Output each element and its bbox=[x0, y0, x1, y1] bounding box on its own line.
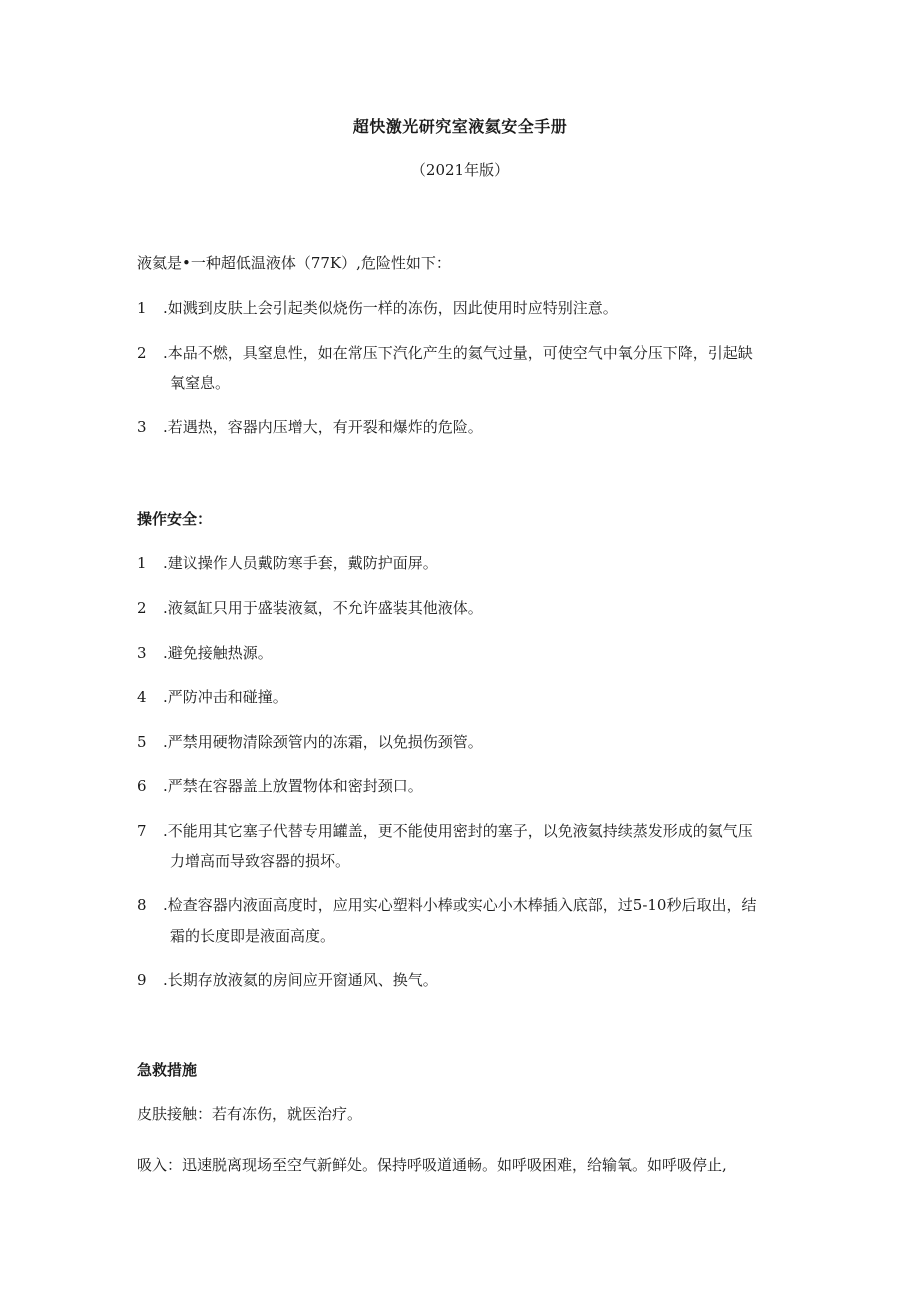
operation-item-5 bbox=[137, 731, 483, 752]
operation-item-2 bbox=[137, 597, 483, 618]
hazard-item-2 bbox=[137, 342, 753, 363]
item-number: 1 bbox=[137, 554, 147, 572]
operation-item-6 bbox=[137, 775, 423, 796]
item-text: .严禁在容器盖上放置物体和密封颈口。 bbox=[163, 777, 423, 795]
operation-item-8 bbox=[137, 894, 756, 915]
item-text: .长期存放液氦的房间应开窗通风、换气。 bbox=[163, 971, 438, 989]
item-text: .检查容器内液面高度时，应用实心塑料小棒或实心小木棒插入底部，过5-10秒后取出，结 bbox=[163, 896, 757, 914]
item-text: .如溅到皮肤上会引起类似烧伤一样的冻伤，因此使用时应特别注意。 bbox=[163, 299, 618, 317]
operation-item-3 bbox=[137, 642, 273, 663]
operation-item-1 bbox=[137, 552, 438, 573]
operation-item-7 bbox=[137, 820, 753, 841]
operation-item-8-continuation: 霜的长度即是液面高度。 bbox=[170, 927, 336, 945]
item-number: 4 bbox=[137, 688, 147, 706]
operation-item-9 bbox=[137, 969, 438, 990]
item-text: .建议操作人员戴防寒手套，戴防护面屏。 bbox=[163, 554, 438, 572]
item-number: 9 bbox=[137, 971, 147, 989]
document-title: 超快激光研究室液氦安全手册 bbox=[352, 117, 568, 136]
document-edition: （2021年版） bbox=[410, 161, 510, 179]
operation-item-4 bbox=[137, 686, 288, 707]
hazards-intro: 液氦是•一种超低温液体（77K）,危险性如下： bbox=[137, 254, 451, 272]
item-number: 3 bbox=[137, 418, 147, 436]
operation-heading: 操作安全： bbox=[137, 510, 213, 528]
first-aid-heading: 急救措施 bbox=[137, 1061, 198, 1079]
item-text: .本品不燃，具窒息性，如在常压下汽化产生的氦气过量，可使空气中氧分压下降，引起缺 bbox=[163, 344, 753, 362]
item-number: 2 bbox=[137, 599, 147, 617]
item-number: 5 bbox=[137, 733, 147, 751]
item-text: .避免接触热源。 bbox=[163, 644, 273, 662]
item-text: .液氦缸只用于盛装液氦，不允许盛装其他液体。 bbox=[163, 599, 483, 617]
item-text: .严防冲击和碰撞。 bbox=[163, 688, 288, 706]
first-aid-inhale: 吸入：迅速脱离现场至空气新鲜处。保持呼吸道通畅。如呼吸困难，给输氧。如呼吸停止, bbox=[137, 1156, 727, 1174]
item-number: 1 bbox=[137, 299, 147, 317]
item-text: .严禁用硬物清除颈管内的冻霜，以免损伤颈管。 bbox=[163, 733, 483, 751]
item-number: 7 bbox=[137, 822, 147, 840]
item-text: .不能用其它塞子代替专用罐盖，更不能使用密封的塞子，以免液氦持续蒸发形成的氦气压 bbox=[163, 822, 753, 840]
item-number: 3 bbox=[137, 644, 147, 662]
operation-item-7-continuation: 力增高而导致容器的损坏。 bbox=[170, 852, 351, 870]
hazard-item-2-continuation: 氧窒息。 bbox=[170, 374, 231, 392]
first-aid-skin: 皮肤接触：若有冻伤，就医治疗。 bbox=[137, 1105, 363, 1123]
item-number: 8 bbox=[137, 896, 147, 914]
item-number: 6 bbox=[137, 777, 147, 795]
hazard-item-1 bbox=[137, 297, 618, 318]
hazard-item-3 bbox=[137, 416, 483, 437]
item-text: .若遇热，容器内压增大，有开裂和爆炸的危险。 bbox=[163, 418, 483, 436]
item-number: 2 bbox=[137, 344, 147, 362]
